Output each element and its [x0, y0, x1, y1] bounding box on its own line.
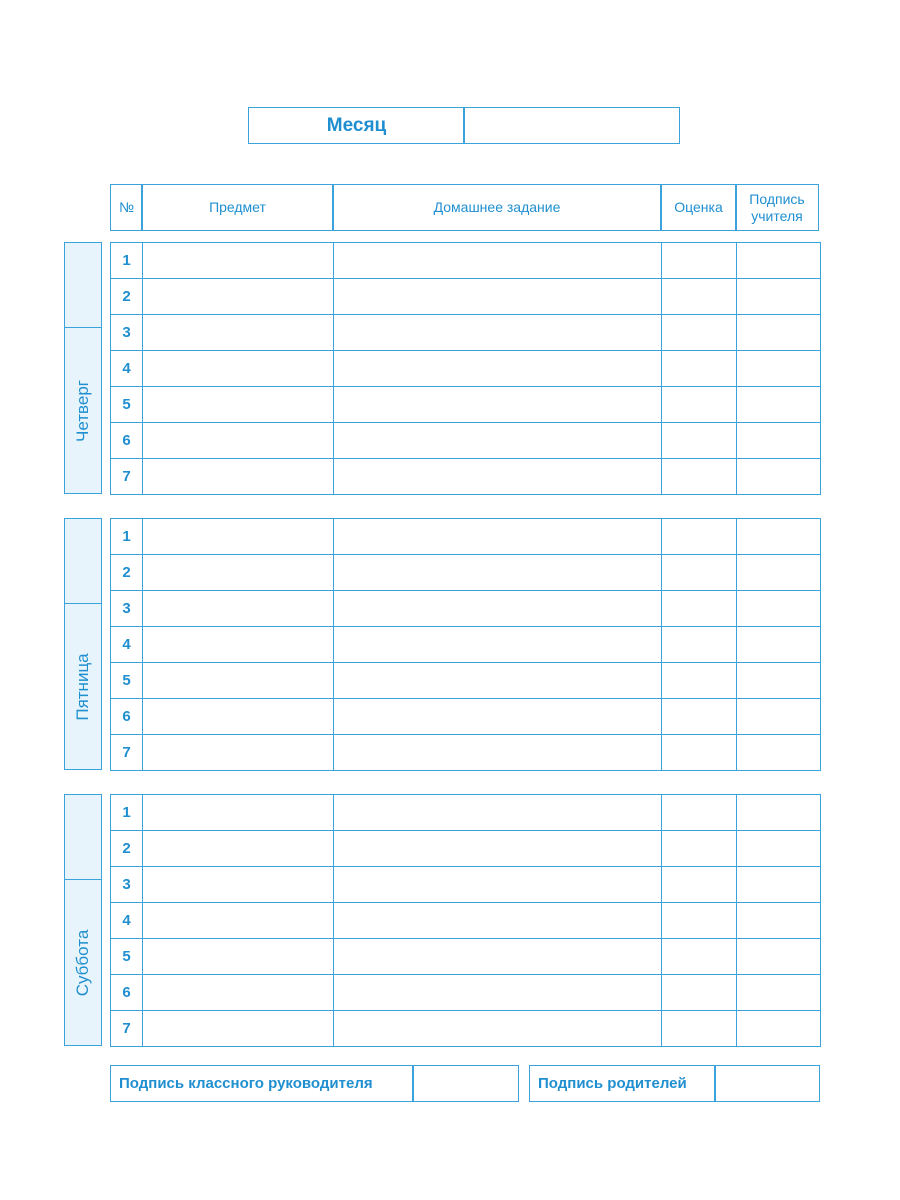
homework-cell[interactable] [334, 591, 662, 627]
teacher-signature-cell[interactable] [737, 831, 821, 867]
homework-cell[interactable] [334, 795, 662, 831]
teacher-signature-cell[interactable] [737, 555, 821, 591]
subject-cell[interactable] [143, 315, 334, 351]
day-tab-divider [65, 603, 101, 604]
homework-cell[interactable] [334, 663, 662, 699]
table-row [111, 243, 821, 279]
month-label: Месяц [248, 107, 465, 144]
table-row [111, 591, 821, 627]
lesson-number: 3 [111, 867, 143, 903]
grade-cell[interactable] [662, 663, 737, 699]
subject-cell[interactable] [143, 591, 334, 627]
teacher-signature-cell[interactable] [737, 903, 821, 939]
grade-cell[interactable] [662, 795, 737, 831]
lesson-number: 4 [111, 351, 143, 387]
teacher-signature-cell[interactable] [737, 243, 821, 279]
lesson-number: 7 [111, 1011, 143, 1047]
grade-cell[interactable] [662, 1011, 737, 1047]
table-row [111, 459, 821, 495]
day-name: Суббота [73, 929, 92, 997]
table-row [111, 831, 821, 867]
teacher-signature-cell[interactable] [737, 663, 821, 699]
subject-cell[interactable] [143, 867, 334, 903]
subject-cell[interactable] [143, 831, 334, 867]
subject-cell[interactable] [143, 795, 334, 831]
grade-cell[interactable] [662, 903, 737, 939]
homework-cell[interactable] [334, 351, 662, 387]
homework-cell[interactable] [334, 939, 662, 975]
teacher-signature-cell[interactable] [737, 423, 821, 459]
teacher-signature-cell[interactable] [737, 519, 821, 555]
grade-cell[interactable] [662, 975, 737, 1011]
header-teacher-signature [735, 184, 819, 231]
table-row [111, 795, 821, 831]
homework-cell[interactable] [334, 387, 662, 423]
homework-cell[interactable] [334, 867, 662, 903]
teacher-signature-cell[interactable] [737, 699, 821, 735]
parents-signature-label-box [529, 1065, 716, 1102]
subject-cell[interactable] [143, 1011, 334, 1047]
teacher-signature-cell[interactable] [737, 735, 821, 771]
lessons-table [110, 242, 821, 495]
day-tab [64, 242, 102, 494]
grade-cell[interactable] [662, 591, 737, 627]
header-number: № [110, 184, 143, 231]
table-row [111, 351, 821, 387]
class-teacher-signature-label-box [110, 1065, 414, 1102]
grade-cell[interactable] [662, 555, 737, 591]
table-row [111, 975, 821, 1011]
day-name: Пятница [73, 653, 92, 721]
grade-cell[interactable] [662, 519, 737, 555]
subject-cell[interactable] [143, 663, 334, 699]
subject-cell[interactable] [143, 459, 334, 495]
lesson-number: 5 [111, 387, 143, 423]
lesson-number: 6 [111, 699, 143, 735]
homework-cell[interactable] [334, 1011, 662, 1047]
subject-cell[interactable] [143, 423, 334, 459]
homework-cell[interactable] [334, 423, 662, 459]
class-teacher-signature-label: Подпись классного руководителя [119, 1075, 373, 1092]
teacher-signature-cell[interactable] [737, 459, 821, 495]
teacher-signature-cell[interactable] [737, 279, 821, 315]
subject-cell[interactable] [143, 699, 334, 735]
table-row [111, 387, 821, 423]
table-row [111, 735, 821, 771]
teacher-signature-cell[interactable] [737, 867, 821, 903]
grade-cell[interactable] [662, 279, 737, 315]
lesson-number: 1 [111, 795, 143, 831]
grade-cell[interactable] [662, 831, 737, 867]
header-teacher-signature-line1: Подпись [749, 190, 805, 207]
grade-cell[interactable] [662, 867, 737, 903]
month-field[interactable] [463, 107, 680, 144]
lesson-number: 1 [111, 243, 143, 279]
homework-cell[interactable] [334, 627, 662, 663]
lesson-number: 3 [111, 315, 143, 351]
homework-cell[interactable] [334, 243, 662, 279]
table-row [111, 315, 821, 351]
header-subject: Предмет [141, 184, 334, 231]
homework-cell[interactable] [334, 975, 662, 1011]
header-grade: Оценка [660, 184, 737, 231]
lesson-number: 7 [111, 459, 143, 495]
subject-cell[interactable] [143, 243, 334, 279]
homework-cell[interactable] [334, 699, 662, 735]
lesson-number: 1 [111, 519, 143, 555]
grade-cell[interactable] [662, 699, 737, 735]
homework-cell[interactable] [334, 459, 662, 495]
parents-signature-label: Подпись родителей [538, 1075, 687, 1092]
table-row [111, 627, 821, 663]
class-teacher-signature-field[interactable] [412, 1065, 519, 1102]
grade-cell[interactable] [662, 939, 737, 975]
homework-cell[interactable] [334, 315, 662, 351]
lesson-number: 5 [111, 663, 143, 699]
lesson-number: 6 [111, 975, 143, 1011]
day-tab-divider [65, 327, 101, 328]
grade-cell[interactable] [662, 387, 737, 423]
homework-cell[interactable] [334, 831, 662, 867]
subject-cell[interactable] [143, 351, 334, 387]
lesson-number: 2 [111, 555, 143, 591]
table-row [111, 867, 821, 903]
grade-cell[interactable] [662, 315, 737, 351]
lessons-table [110, 794, 821, 1047]
subject-cell[interactable] [143, 279, 334, 315]
day-tab-divider [65, 879, 101, 880]
teacher-signature-cell[interactable] [737, 1011, 821, 1047]
table-row [111, 663, 821, 699]
teacher-signature-cell[interactable] [737, 351, 821, 387]
table-row [111, 939, 821, 975]
teacher-signature-cell[interactable] [737, 975, 821, 1011]
lesson-number: 2 [111, 279, 143, 315]
subject-cell[interactable] [143, 735, 334, 771]
teacher-signature-cell[interactable] [737, 795, 821, 831]
teacher-signature-cell[interactable] [737, 591, 821, 627]
subject-cell[interactable] [143, 627, 334, 663]
subject-cell[interactable] [143, 519, 334, 555]
subject-cell[interactable] [143, 387, 334, 423]
day-name: Четверг [73, 380, 92, 442]
subject-cell[interactable] [143, 939, 334, 975]
grade-cell[interactable] [662, 735, 737, 771]
lesson-number: 2 [111, 831, 143, 867]
subject-cell[interactable] [143, 903, 334, 939]
subject-cell[interactable] [143, 975, 334, 1011]
homework-cell[interactable] [334, 519, 662, 555]
grade-cell[interactable] [662, 627, 737, 663]
lessons-table [110, 518, 821, 771]
homework-cell[interactable] [334, 279, 662, 315]
header-teacher-signature-line2: учителя [751, 207, 803, 224]
homework-cell[interactable] [334, 903, 662, 939]
table-row [111, 699, 821, 735]
lesson-number: 6 [111, 423, 143, 459]
lesson-number: 4 [111, 903, 143, 939]
lesson-number: 3 [111, 591, 143, 627]
lesson-number: 4 [111, 627, 143, 663]
grade-cell[interactable] [662, 459, 737, 495]
grade-cell[interactable] [662, 351, 737, 387]
parents-signature-field[interactable] [714, 1065, 820, 1102]
lesson-number: 5 [111, 939, 143, 975]
teacher-signature-cell[interactable] [737, 939, 821, 975]
header-homework: Домашнее задание [332, 184, 662, 231]
grade-cell[interactable] [662, 243, 737, 279]
table-row [111, 423, 821, 459]
table-row [111, 1011, 821, 1047]
table-row [111, 555, 821, 591]
teacher-signature-cell[interactable] [737, 627, 821, 663]
teacher-signature-cell[interactable] [737, 387, 821, 423]
homework-cell[interactable] [334, 735, 662, 771]
teacher-signature-cell[interactable] [737, 315, 821, 351]
table-row [111, 903, 821, 939]
day-tab [64, 794, 102, 1046]
table-row [111, 279, 821, 315]
homework-cell[interactable] [334, 555, 662, 591]
table-row [111, 519, 821, 555]
subject-cell[interactable] [143, 555, 334, 591]
day-tab [64, 518, 102, 770]
lesson-number: 7 [111, 735, 143, 771]
grade-cell[interactable] [662, 423, 737, 459]
